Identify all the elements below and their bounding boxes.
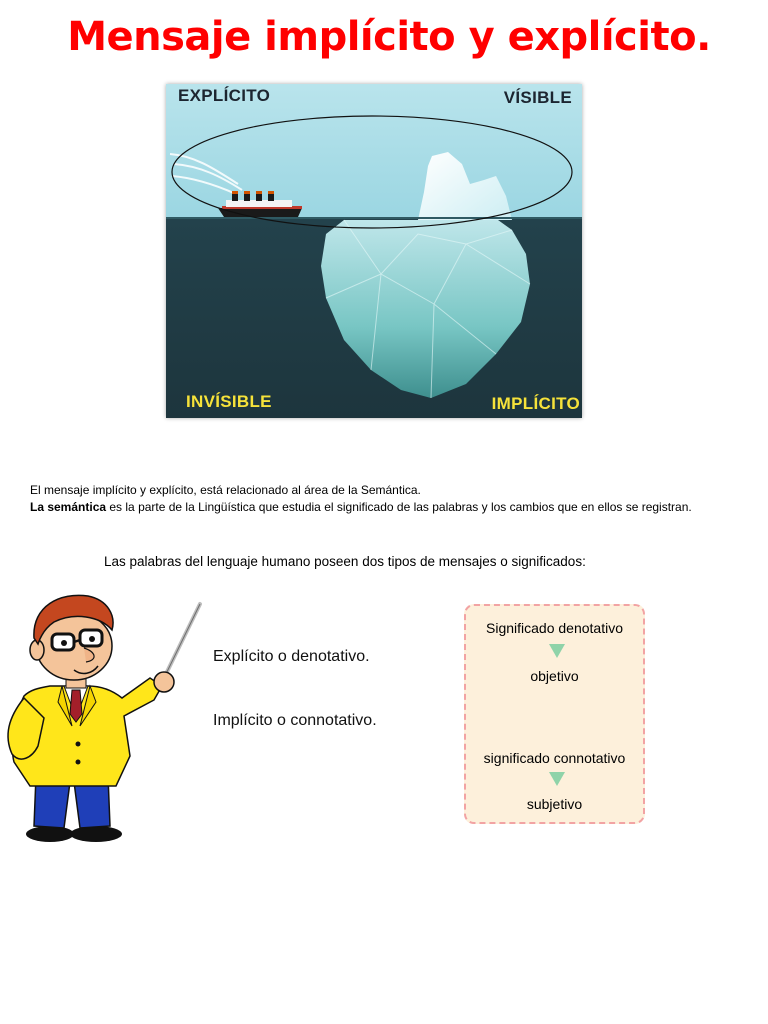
label-invisible: INVÍSIBLE — [186, 392, 272, 411]
teacher-icon — [4, 586, 214, 848]
term-explicit: Explícito o denotativo. — [213, 648, 370, 665]
intro-paragraph — [30, 482, 760, 516]
term-implicit: Implícito o connotativo. — [213, 712, 377, 729]
arrow-down-icon — [549, 772, 565, 786]
semantics-term: La semántica — [30, 500, 107, 514]
intro-line-2 — [30, 499, 760, 516]
objective-label: objetivo — [530, 668, 579, 684]
semantics-definition: es la parte de la Lingüística que estudia el significado de las palabras y los cambios que en ellos se registran. — [106, 500, 692, 514]
types-intro: Las palabras del lenguaje humano poseen dos tipos de mensajes o significados: — [104, 554, 586, 569]
meaning-flow-box — [464, 604, 645, 824]
connotative-label: significado connotativo — [483, 750, 626, 766]
iceberg-drawing — [166, 84, 582, 418]
iceberg-illustration — [166, 84, 582, 418]
label-explicito: EXPLÍCITO — [178, 86, 271, 105]
intro-line-1: El mensaje implícito y explícito, está relacionado al área de la Semántica. — [30, 483, 421, 497]
denotative-label: Significado denotativo — [486, 620, 623, 636]
subjective-label: subjetivo — [526, 796, 583, 812]
label-implicito: IMPLÍCITO — [491, 394, 580, 413]
page-title: Mensaje implícito y explícito. — [67, 14, 711, 60]
arrow-down-icon — [549, 644, 565, 658]
teacher-illustration — [4, 586, 214, 848]
label-visible: VÍSIBLE — [503, 88, 572, 107]
